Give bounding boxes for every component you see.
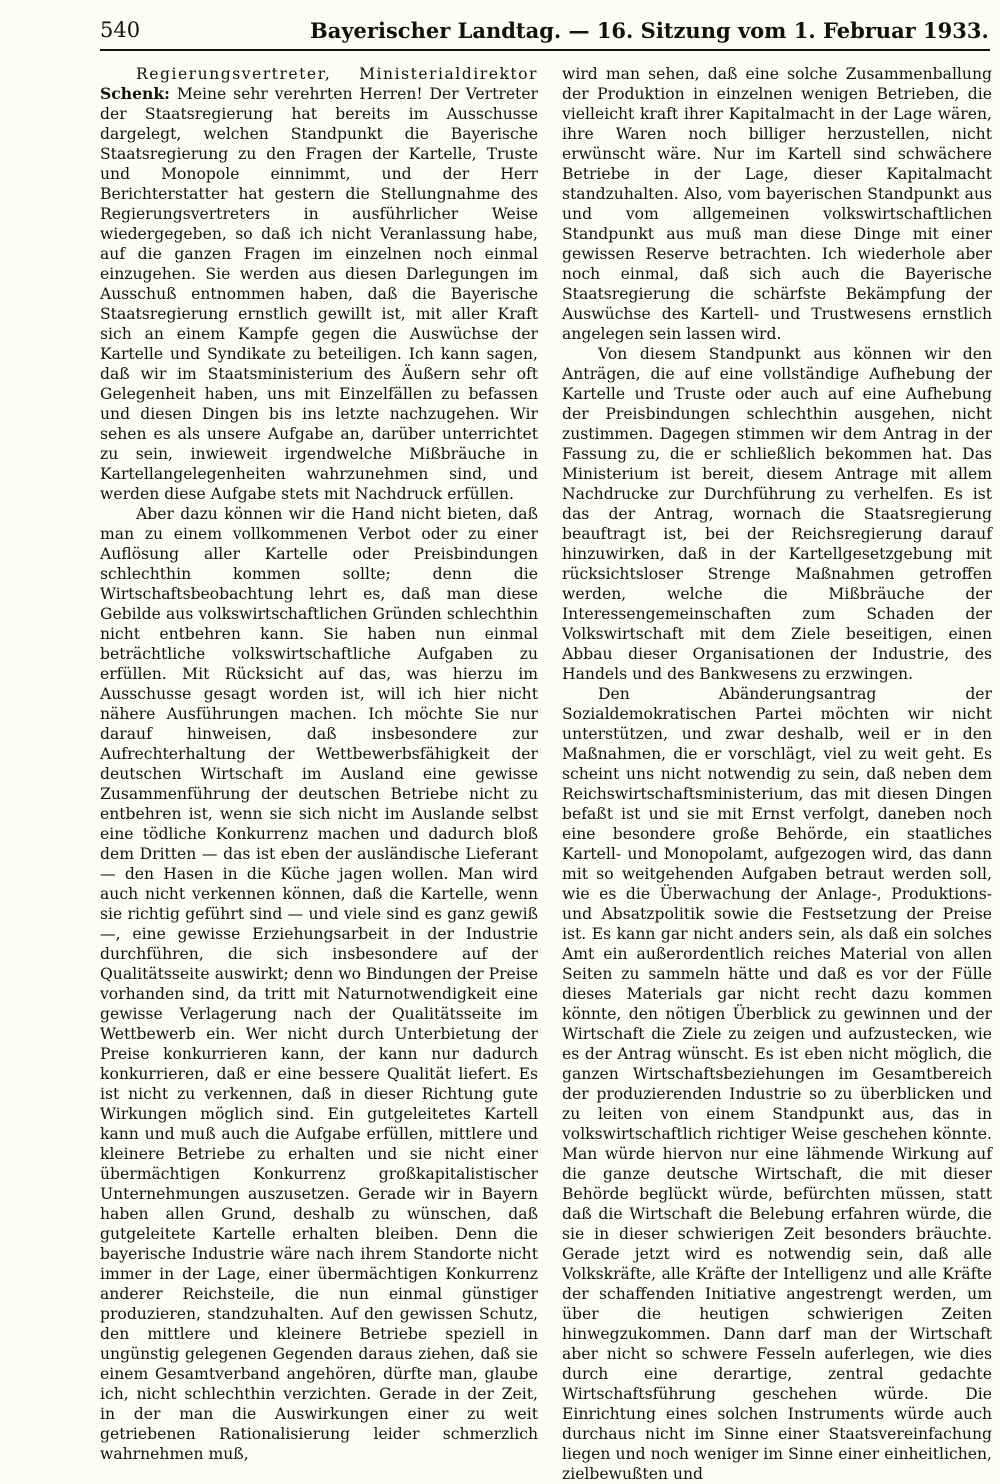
header-rule [100,49,990,51]
left-column [100,64,538,1463]
speaker-name: Schenk: [100,84,170,103]
speaker-line [100,64,538,504]
speaker-role: Regierungsvertreter, Ministerialdirektor [136,65,538,83]
paragraph: Meine sehr verehrten Herren! Der Vertreter der Staatsregierung hat bereits im Ausschusse dargelegt, welchen Standpunkt die Bayerische Staatsregierung zu den Fragen der Kartelle, Truste und Monopole einnimmt, und der Herr Berichterstatter hat gestern die Stellungnahme des Regierungsvertreters in ausführlicher Weise wiedergegeben, so daß ich nicht Veranlassung habe, auf die ganzen Fragen im einzelnen noch einmal einzugehen. Sie werden aus diesen Darlegungen im Ausschuß entnommen haben, daß die Bayerische Staatsregierung ernstlich gewillt ist, mit aller Kraft sich an einem Kampfe gegen die Auswüchse der Kartelle und Syndikate zu beteiligen. Ich kann sagen, daß wir im Staatsministerium des Äußern sehr oft Gelegenheit haben, uns mit Einzelfällen zu befassen und diesen Dingen bis ins letzte nachzugehen. Wir sehen es als unsere Aufgabe an, darüber unterrichtet zu sein, inwieweit irgendwelche Mißbräuche in Kartellangelegenheiten wahrzunehmen sind, und werden diese Aufgabe stets mit Nachdruck erfüllen. [100,85,538,503]
paragraph: Von diesem Standpunkt aus können wir den Anträgen, die auf eine vollständige Aufhebung der Kartelle und Truste oder auch auf eine Aufhebung der Preisbindungen schlechthin ausgehen, nicht zustimmen. Dagegen stimmen wir dem Antrag in der Fassung zu, die er schließlich bekommen hat. Das Ministerium ist bereit, diesem Antrage mit allem Nachdrucke zur Durchführung zu verhelfen. Es ist das der Antrag, wornach die Staatsregierung beauftragt ist, bei der Reichsregierung darauf hinzuwirken, daß in der Kartellgesetzgebung mit rücksichtsloser Strenge Maßnahmen getroffen werden, welche die Mißbräuche der Interessengemeinschaften zum Schaden der Volkswirtschaft mit dem Ziele beseitigen, einen Abbau dieser Organisationen der Industrie, des Handels und des Bankwesens zu erzwingen. [562,345,992,683]
paragraph: wird man sehen, daß eine solche Zusammenballung der Produktion in einzelnen wenigen Betrieben, die vielleicht kraft ihrer Kapitalmacht in der Lage wären, ihre Waren noch billiger herzustellen, nicht erwünscht wäre. Nur im Kartell sind schwächere Betriebe in der Lage, dieser Kapitalmacht standzuhalten. Also, vom bayerischen Standpunkt aus und vom allgemeinen volkswirtschaftlichen Standpunkt aus muß man diese Dinge mit einer gewissen Reserve betrachten. Ich wiederhole aber noch einmal, daß sich auch die Bayerische Staatsregierung die schärfste Bekämpfung der Auswüchse des Kartell- und Trustwesens ernstlich angelegen sein lassen wird. [562,65,992,343]
page-number: 540 [100,18,141,42]
paragraph: Aber dazu können wir die Hand nicht bieten, daß man zu einem vollkommenen Verbot oder zu einer Auflösung aller Kartelle oder Preisbindungen schlechthin kommen sollte; denn die Wirtschaftsbeobachtung lehrt es, daß man diese Gebilde aus volkswirtschaftlichen Gründen schlechthin nicht entbehren kann. Sie haben nun einmal beträchtliche volkswirtschaftliche Aufgaben zu erfüllen. Mit Rücksicht auf das, was hierzu im Ausschusse gesagt worden ist, will ich hier nicht nähere Ausführungen machen. Ich möchte Sie nur darauf hinweisen, daß insbesondere zur Aufrechterhaltung der Wettbewerbsfähigkeit der deutschen Wirtschaft im Ausland eine gewisse Zusammenführung der deutschen Betriebe nicht zu entbehren ist, wenn sie sich nicht im Auslande selbst eine tödliche Konkurrenz machen und dadurch bloß dem Dritten — das ist eben der ausländische Lieferant — den Hasen in die Küche jagen wollen. Man wird auch nicht verkennen können, daß die Kartelle, wenn sie richtig geführt sind — und viele sind es ganz gewiß —, eine gewisse Erziehungsarbeit in der Industrie durchführen, die sich insbesondere auf der Qualitätsseite auswirkt; denn wo Bindungen der Preise vorhanden sind, da tritt mit Naturnotwendigkeit eine gewisse Verlagerung nach der Qualitätsseite im Wettbewerb ein. Wer nicht durch Unterbietung der Preise konkurrieren kann, der kann nur dadurch konkurrieren, daß er eine bessere Qualität liefert. Es ist nicht zu verkennen, daß in dieser Richtung gute Wirkungen möglich sind. Ein gutgeleitetes Kartell kann und muß auch die Aufgabe erfüllen, mittlere und kleinere Betriebe zu erhalten und sie nicht einer übermächtigen Konkurrenz großkapitalistischer Unternehmungen auszusetzen. Gerade wir in Bayern haben allen Grund, deshalb zu wünschen, daß gutgeleitete Kartelle erhalten bleiben. Denn die bayerische Industrie wäre nach ihrem Standorte nicht immer in der Lage, einer übermächtigen Konkurrenz anderer Reichsteile, die nun einmal günstiger produzieren, standzuhalten. Auf den gewissen Schutz, den mittlere und kleinere Betriebe speziell in ungünstig gelegenen Gegenden daraus ziehen, daß sie einem Gesamtverband angehören, dürfte man, glaube ich, nicht schlechthin verzichten. Gerade in der Zeit, in der man die Auswirkungen einer zu weit getriebenen Rationalisierung leider schmerzlich wahrnehmen muß, [100,505,538,1463]
page-header [0,0,1000,50]
right-column [562,64,992,1483]
paragraph: Den Abänderungsantrag der Sozialdemokratischen Partei möchten wir nicht unterstützen, und zwar deshalb, weil er in den Maßnahmen, die er vorschlägt, viel zu weit geht. Es scheint uns nicht notwendig zu sein, daß neben dem Reichswirtschaftsministerium, das mit diesen Dingen befaßt ist und sie mit Ernst verfolgt, daneben noch eine besondere große Behörde, ein staatliches Kartell- und Monopolamt, aufgezogen wird, das dann mit so weitgehenden Aufgaben betraut werden soll, wie es die Überwachung der Anlage-, Produktions- und Absatzpolitik sowie die Festsetzung der Preise ist. Es kann gar nicht anders sein, als daß ein solches Amt ein außerordentlich reiches Material von allen Seiten zu sammeln hätte und daß es vor der Fülle dieses Materials gar nicht recht dazu kommen könnte, den nötigen Überblick zu gewinnen und der Wirtschaft die Ziele zu zeigen und aufzustecken, wie es der Antrag wünscht. Es ist eben nicht möglich, die ganzen Wirtschaftsbeziehungen im Gesamtbereich der produzierenden Industrie so zu überblicken und zu leiten von einem Standpunkt aus, das in volkswirtschaftlich richtiger Weise geschehen könnte. Man würde hiervon nur eine lähmende Wirkung auf die ganze deutsche Wirtschaft, die mit dieser Behörde beglückt würde, befürchten müssen, statt daß die Wirtschaft die Belebung erfahren würde, die sie in dieser schwierigen Zeit besonders bräuchte. Gerade jetzt wird es notwendig sein, daß alle Volkskräfte, alle Kräfte der Intelligenz und alle Kräfte der schaffenden Initiative angestrengt werden, um über die heutigen schwierigen Zeiten hinwegzukommen. Dann darf man der Wirtschaft aber nicht so schwere Fesseln auferlegen, wie dies durch eine derartige, zentral gedachte Wirtschaftsführung geschehen würde. Die Einrichtung eines solchen Instruments würde auch durchaus nicht im Sinne einer Staatsvereinfachung liegen und noch weniger im Sinne einer einheitlichen, zielbewußten und [562,685,992,1483]
running-head: Bayerischer Landtag. — 16. Sitzung vom 1. Februar 1933. [310,18,989,43]
